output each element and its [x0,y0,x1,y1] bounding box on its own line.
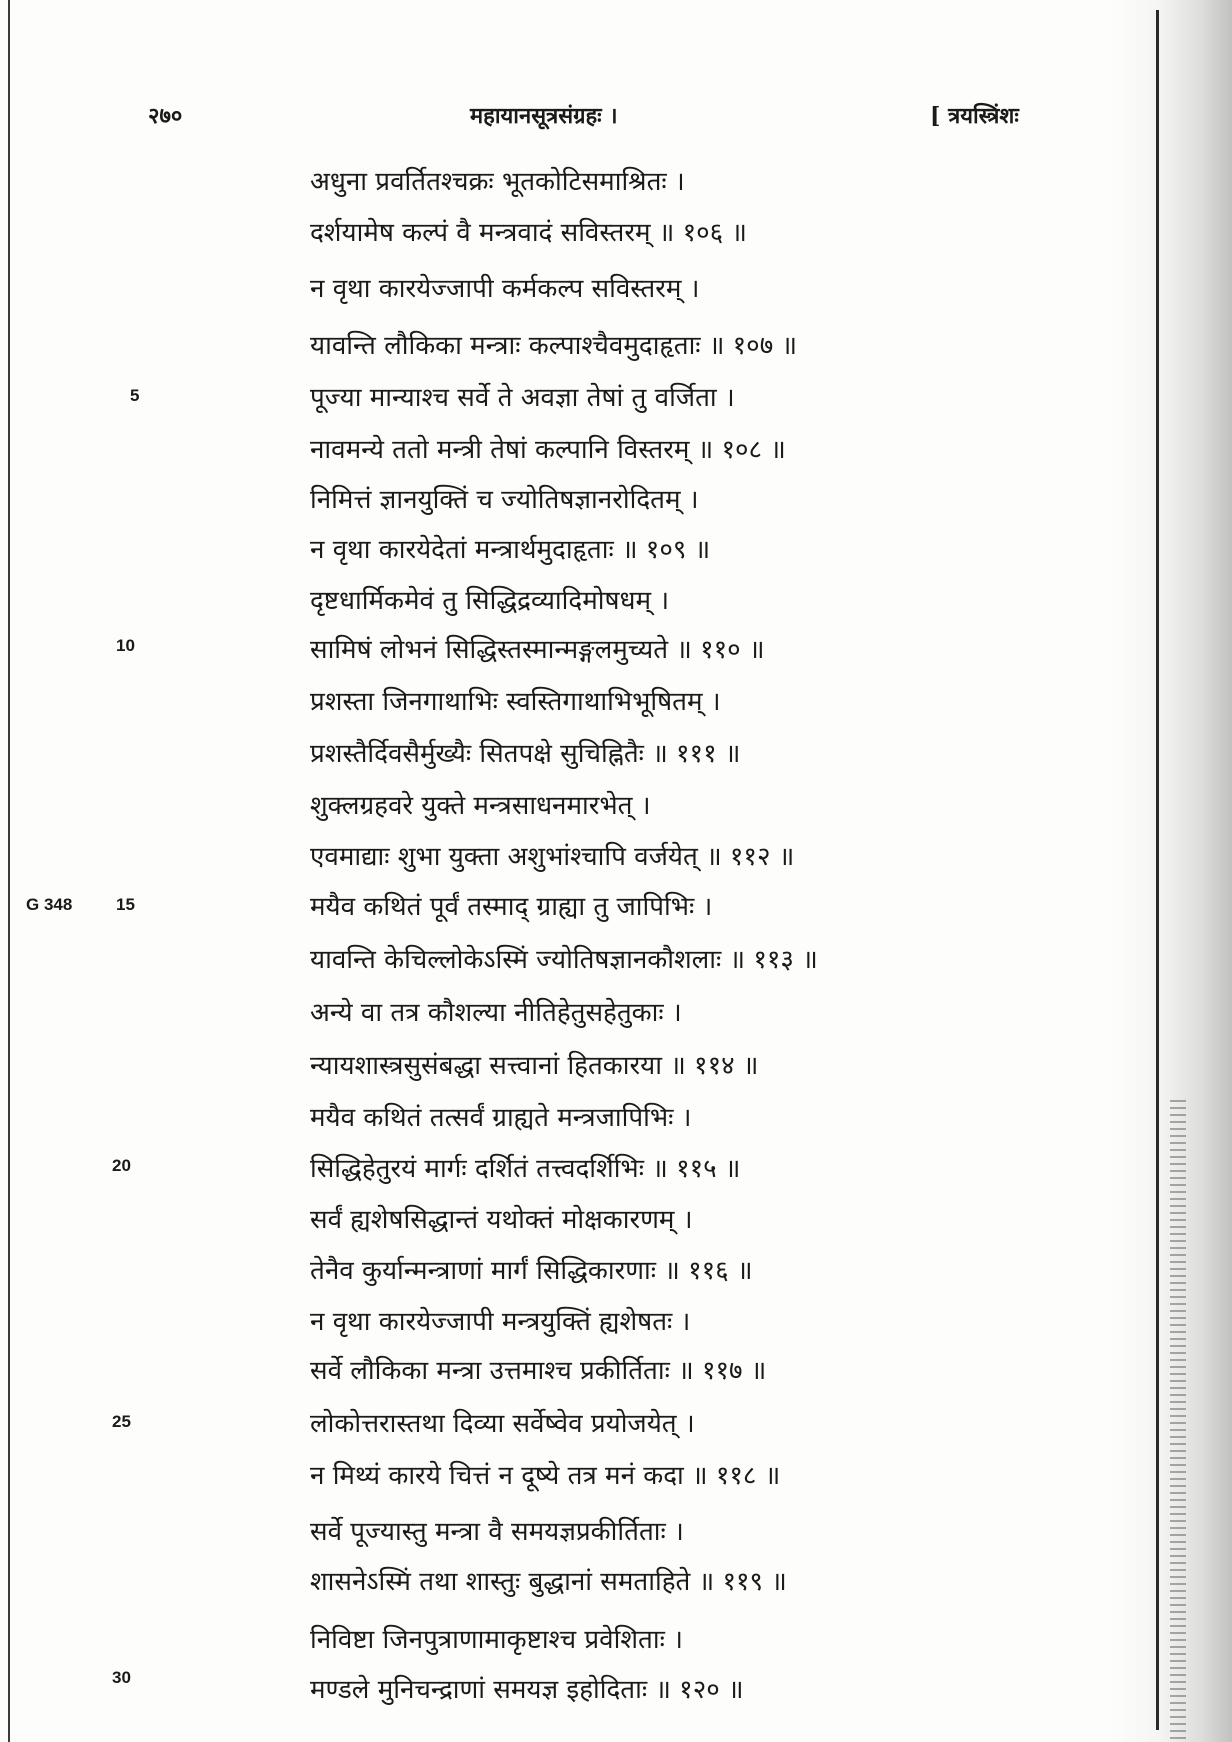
verse-line: न वृथा कारयेज्जापी मन्त्रयुक्तिं ह्यशेषतः । [310,1307,691,1337]
source-reference: G 348 [26,895,73,914]
verse-line: शासनेऽस्मिं तथा शास्तुः बुद्धानां समताहिते ॥ ११९ ॥ [310,1567,787,1597]
page-number: २७० [148,103,183,129]
line-number: 20 [112,1156,131,1175]
verse-line: प्रशस्ता जिनगाथाभिः स्वस्तिगाथाभिभूषितम् । [310,687,721,717]
verse-line: तेनैव कुर्यान्मन्त्राणां मार्गं सिद्धिकारणाः ॥ ११६ ॥ [310,1256,753,1286]
verse-line: दृष्टधार्मिकमेवं तु सिद्धिद्रव्यादिमोषधम् । [310,586,670,616]
verse-line: लोकोत्तरास्तथा दिव्या सर्वेष्वेव प्रयोजयेत् । [310,1409,695,1439]
verse-line: मयैव कथितं तत्सर्वं ग्राह्यते मन्त्रजापिभिः । [310,1103,692,1133]
verse-line: शुक्लग्रहवरे युक्ते मन्त्रसाधनमारभेत् । [310,791,651,821]
verse-line: यावन्ति केचिल्लोकेऽस्मिं ज्योतिषज्ञानकौशलाः ॥ ११३ ॥ [310,945,818,975]
verse-line: पूज्या मान्याश्च सर्वे ते अवज्ञा तेषां तु वर्जिता । [310,383,735,413]
section-title: [ त्रयस्त्रिंशः [930,103,1019,129]
line-number: 30 [112,1668,131,1687]
verse-line: दर्शयामेष कल्पं वै मन्त्रवादं सविस्तरम् ॥ १०६ ॥ [310,218,748,248]
verse-line: सामिषं लोभनं सिद्धिस्तस्मान्मङ्गलमुच्यते ॥ ११० ॥ [310,635,765,665]
verse-line: सर्वं ह्यशेषसिद्धान्तं यथोक्तं मोक्षकारणम् । [310,1205,693,1235]
verse-line: यावन्ति लौकिका मन्त्राः कल्पाश्चैवमुदाहृताः ॥ १०७ ॥ [310,331,798,361]
verse-line: निमित्तं ज्ञानयुक्तिं च ज्योतिषज्ञानरोदितम् । [310,485,699,515]
verse-line: प्रशस्तैर्दिवसैर्मुख्यैः सितपक्षे सुचिह्नितैः ॥ १११ ॥ [310,739,741,769]
verse-line: एवमाद्याः शुभा युक्ता अशुभांश्चापि वर्जयेत् ॥ ११२ ॥ [310,842,795,872]
line-number: 25 [112,1412,131,1431]
line-number: 10 [116,636,135,655]
line-number: 15 [116,895,135,914]
verse-line: निविष्टा जिनपुत्राणामाकृष्टाश्च प्रवेशिताः । [310,1625,683,1655]
verse-line: न वृथा कारयेदेतां मन्त्रार्थमुदाहृताः ॥ १०९ ॥ [310,535,711,565]
running-title: महायानसूत्रसंग्रहः । [470,103,618,129]
verse-line: न्यायशास्त्रसुसंबद्धा सत्त्वानां हितकारया ॥ ११४ ॥ [310,1051,759,1081]
verse-line: अन्ये वा तत्र कौशल्या नीतिहेतुसहेतुकाः । [310,998,682,1028]
verse-line: सिद्धिहेतुरयं मार्गः दर्शितं तत्त्वदर्शिभिः ॥ ११५ ॥ [310,1154,741,1184]
verse-line: न वृथा कारयेज्जापी कर्मकल्प सविस्तरम् । [310,274,700,304]
verse-line: मण्डले मुनिचन्द्राणां समयज्ञ इहोदिताः ॥ १२० ॥ [310,1675,744,1705]
verse-line: मयैव कथितं पूर्वं तस्माद् ग्राह्या तु जापिभिः । [310,892,713,922]
verse-line: नावमन्ये ततो मन्त्री तेषां कल्पानि विस्तरम् ॥ १०८ ॥ [310,435,786,465]
verse-line: न मिथ्यं कारये चित्तं न दूष्ये तत्र मनं कदा ॥ ११८ ॥ [310,1461,781,1491]
verse-line: सर्वे लौकिका मन्त्रा उत्तमाश्च प्रकीर्तिताः ॥ ११७ ॥ [310,1356,767,1386]
verse-line: सर्वे पूज्यास्तु मन्त्रा वै समयज्ञप्रकीर्तिताः । [310,1517,684,1547]
line-number: 5 [130,386,140,405]
verse-line: अधुना प्रवर्तितश्चक्रः भूतकोटिसमाश्रितः । [310,167,685,197]
